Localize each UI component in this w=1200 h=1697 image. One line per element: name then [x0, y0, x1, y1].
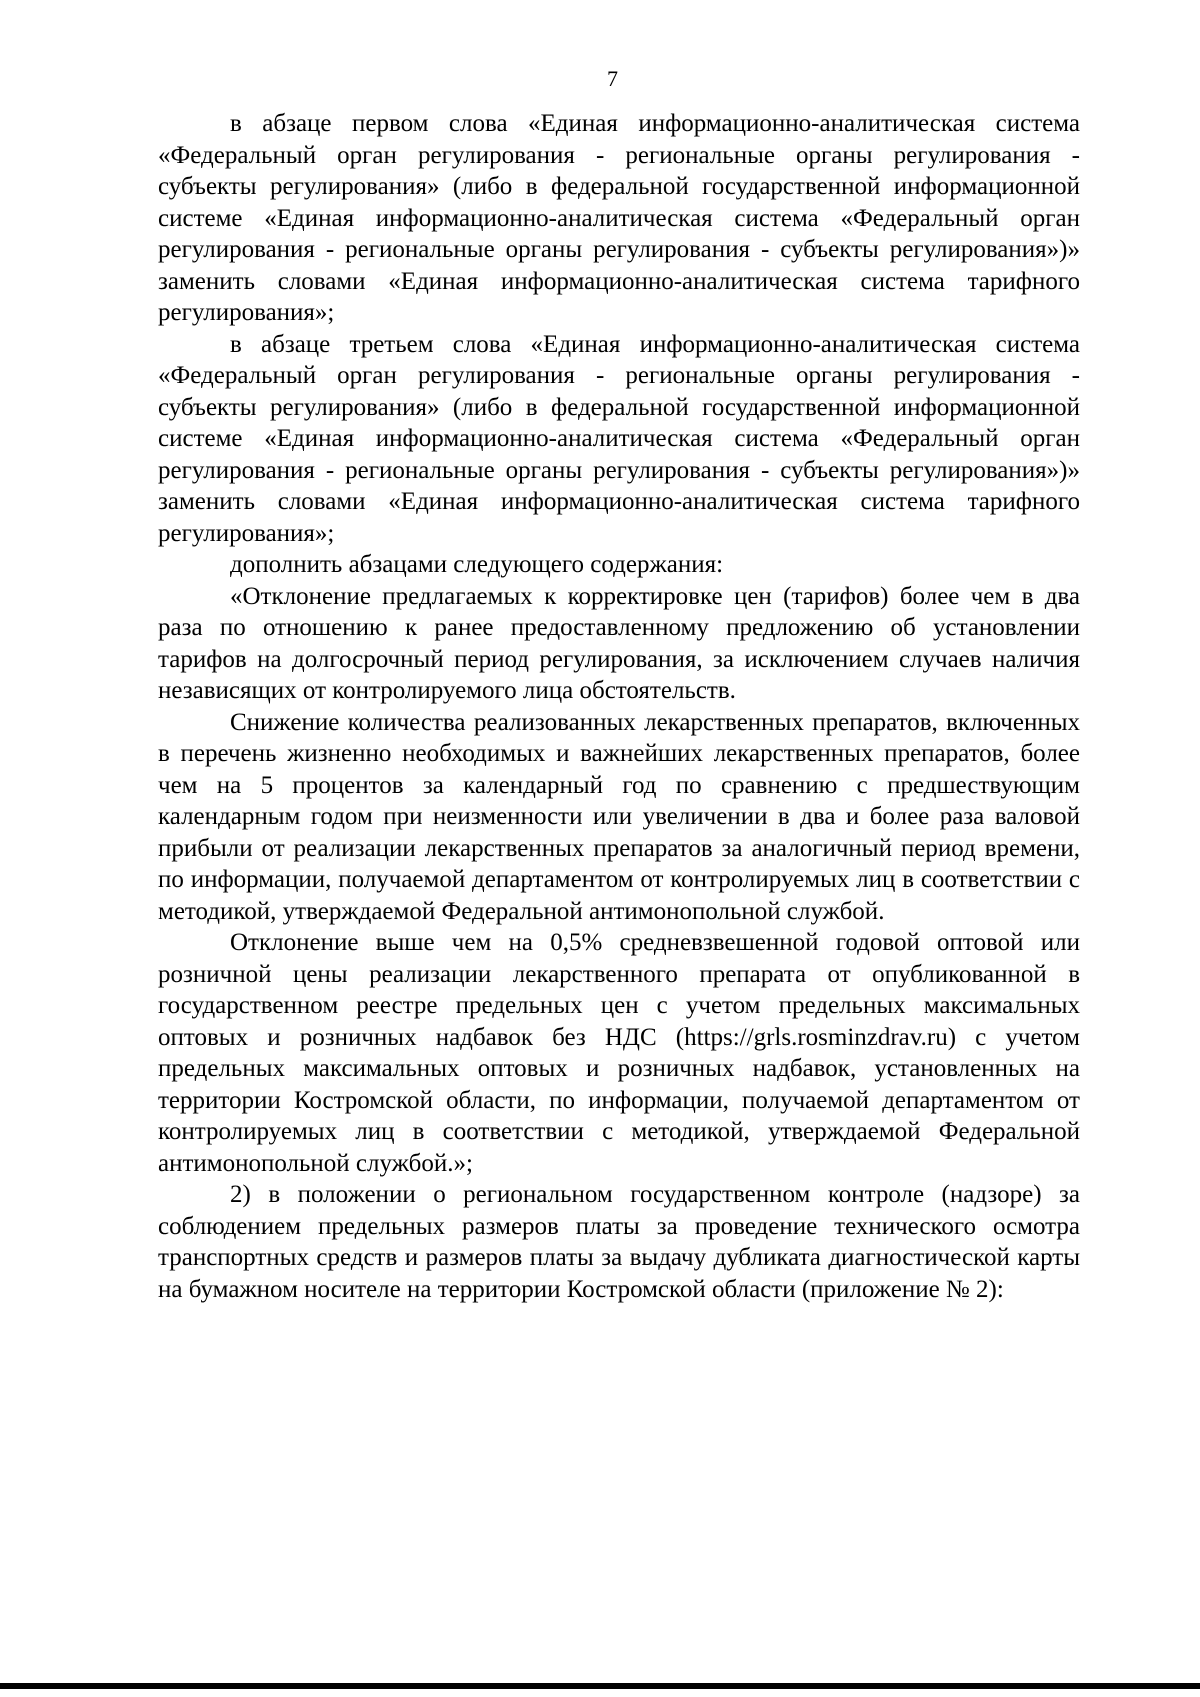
- paragraph-3: дополнить абзацами следующего содержания:: [230, 551, 724, 578]
- page-number: 7: [607, 66, 618, 91]
- paragraph-6: Отклонение выше чем на 0,5% средневзвешенной годовой оптовой или розничной цены реализации лекарственного препарата от опубликованной в государственном реестре предельных цен с учетом предельных максимальных оптовых и розничных надбавок без НДС (https://grls.rosminzdrav.ru) с учетом предельных максимальных оптовых и розничных надбавок, установленных на территории Костромской области, по информации, получаемой департаментом от контролируемых лиц в соответствии с методикой, утверждаемой Федеральной антимонопольной службой.»;: [158, 929, 1080, 1177]
- paragraph-4: «Отклонение предлагаемых к корректировке цен (тарифов) более чем в два раза по отношению к ранее предоставленному предложению об установлении тарифов на долгосрочный период регулирования, за исключением случаев наличия независящих от контролируемого лица обстоятельств.: [158, 582, 1080, 704]
- scan-bottom-edge: [0, 1683, 1200, 1689]
- paragraph-7: 2) в положении о региональном государственном контроле (надзоре) за соблюдением предельных размеров платы за проведение технического осмотра транспортных средств и размеров платы за выдачу дубликата диагностической карты на бумажном носителе на территории Костромской области (приложение № 2):: [158, 1181, 1080, 1303]
- paragraph-5: Снижение количества реализованных лекарственных препаратов, включенных в перечень жизненно необходимых и важнейших лекарственных препаратов, более чем на 5 процентов за календарный год по сравнению с предшествующим календарным годом при неизменности или увеличении в два и более раза валовой прибыли от реализации лекарственных препаратов за аналогичный период времени, по информации, получаемой департаментом от контролируемых лиц в соответствии с методикой, утверждаемой Федеральной антимонопольной службой.: [158, 708, 1080, 925]
- paragraph-1: в абзаце первом слова «Единая информационно-аналитическая система «Федеральный орган регулирования - региональные органы регулирования - субъекты регулирования» (либо в федеральной государственной информационной системе «Единая информационно-аналитическая система «Федеральный орган регулирования - региональные органы регулирования - субъекты регулирования»)» заменить словами «Единая информационно-аналитическая система тарифного регулирования»;: [158, 110, 1080, 326]
- paragraph-2: в абзаце третьем слова «Единая информационно-аналитическая система «Федеральный орган регулирования - региональные органы регулирования - субъекты регулирования» (либо в федеральной государственной информационной системе «Единая информационно-аналитическая система «Федеральный орган регулирования - региональные органы регулирования - субъекты регулирования»)» заменить словами «Единая информационно-аналитическая система тарифного регулирования»;: [158, 330, 1080, 547]
- document-body: [158, 108, 1080, 1305]
